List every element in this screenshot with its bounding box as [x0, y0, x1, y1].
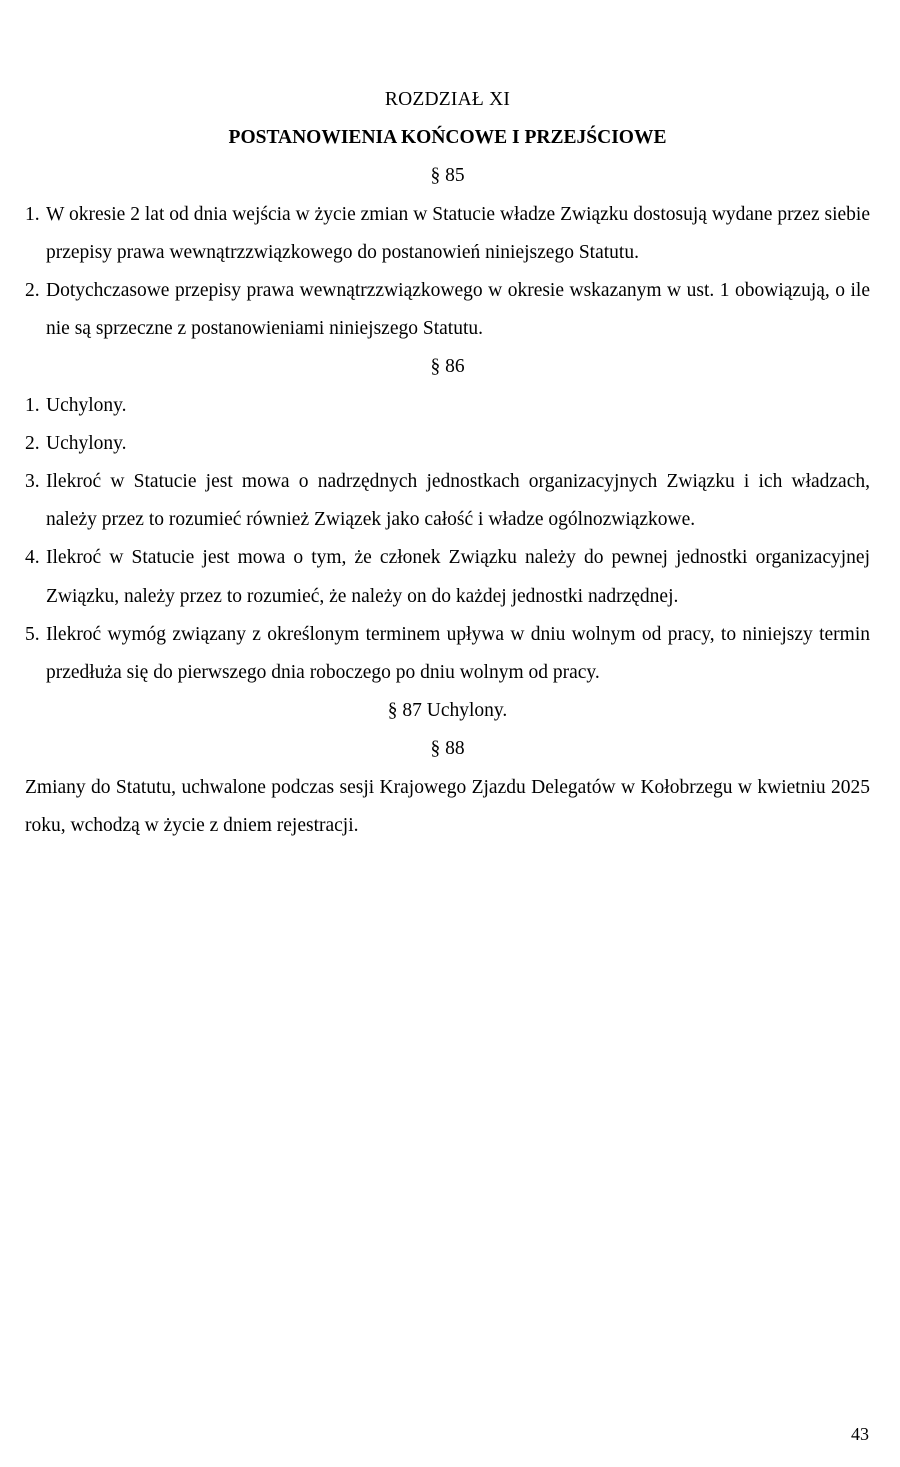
list-item: [25, 196, 870, 272]
chapter-heading: ROZDZIAŁ XI: [384, 89, 511, 110]
list-item: [25, 463, 870, 539]
item-number: 5.: [25, 623, 40, 645]
list-item: [25, 616, 870, 692]
list-item: [25, 272, 870, 348]
section-88-paragraph: Zmiany do Statutu, uchwalone podczas sesji Krajowego Zjazdu Delegatów w Kołobrzegu w kwietniu 2025 roku, wchodzą w życie z dniem rejestracji.: [25, 776, 870, 836]
item-number: 1.: [25, 394, 40, 416]
page-number: 43: [851, 1424, 869, 1444]
section-86-list: [25, 387, 870, 693]
section-heading-88: § 88: [430, 738, 465, 760]
section-heading-86: § 86: [430, 356, 465, 378]
item-text: Ilekroć w Statucie jest mowa o tym, że członek Związku należy do pewnej jednostki organizacyjnej Związku, należy przez to rozumieć, że należy on do każdej jednostki nadrzędnej.: [46, 547, 870, 607]
list-item: [25, 425, 870, 463]
item-number: 2.: [25, 280, 40, 302]
page-content: [25, 81, 870, 845]
list-item: [25, 387, 870, 425]
item-text: Ilekroć wymóg związany z określonym terminem upływa w dniu wolnym od pracy, to niniejszy termin przedłuża się do pierwszego dnia roboczego po dniu wolnym od pracy.: [46, 623, 870, 684]
item-text: W okresie 2 lat od dnia wejścia w życie zmian w Statucie władze Związku dostosują wydane przez siebie przepisy prawa wewnątrzzwiązkowego do postanowień niniejszego Statutu.: [46, 203, 870, 263]
section-heading-85: § 85: [430, 165, 465, 187]
section-heading-87: § 87 Uchylony.: [387, 700, 508, 722]
item-number: 4.: [25, 547, 40, 569]
item-number: 1.: [25, 203, 40, 225]
item-number: 3.: [25, 471, 40, 493]
item-text: Uchylony.: [46, 432, 127, 454]
list-item: [25, 539, 870, 615]
item-text: Uchylony.: [46, 394, 127, 416]
item-number: 2.: [25, 432, 40, 454]
item-text: Dotychczasowe przepisy prawa wewnątrzzwiązkowego w okresie wskazanym w ust. 1 obowiązują, o ile nie są sprzeczne z postanowieniami niniejszego Statutu.: [46, 280, 870, 340]
chapter-title: POSTANOWIENIA KOŃCOWE I PRZEJŚCIOWE: [228, 127, 667, 149]
section-85-list: [25, 196, 870, 349]
item-text: Ilekroć w Statucie jest mowa o nadrzędnych jednostkach organizacyjnych Związku i ich władzach, należy przez to rozumieć również Związek jako całość i władze ogólnozwiązkowe.: [46, 471, 870, 531]
